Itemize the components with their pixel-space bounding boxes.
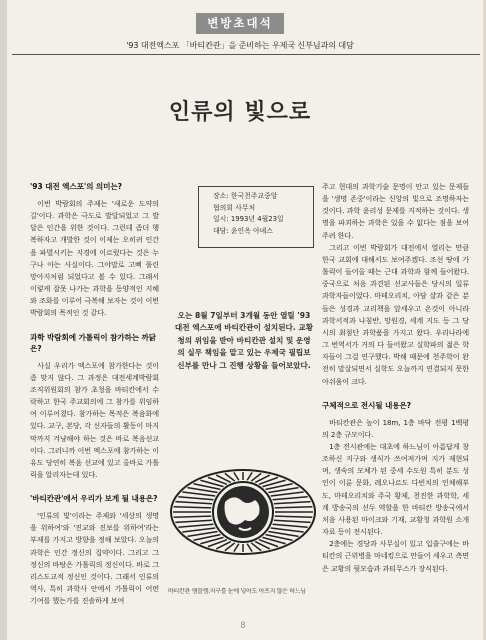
- emblem-ray: [273, 524, 308, 527]
- emblem-ray: [271, 528, 304, 532]
- question-heading: 구체적으로 전시될 내용은?: [322, 400, 411, 410]
- info-interviewer: 대담: 윤인옥 아녜스: [213, 226, 273, 235]
- answer-paragraph: 주고 현대의 과학기술 문명이 안고 있는 문제들을 '생명 존중'이라는 신앙의 빛으로 조명하자는 것이다. 과학 윤리성 문제를 지적하는 것이다. 생명을 파괴하는 과학은 있을 수 없다는 점을 보여주려 한다.: [322, 182, 469, 240]
- emblem-ray: [275, 507, 313, 508]
- answer-paragraph: 바티칸관은 높이 18m, 1층 바닥 전평 1백평의 2층 규모이다.: [322, 417, 469, 439]
- emblem-ray: [182, 528, 215, 532]
- info-date: 일시: 1993년 4월23일: [213, 215, 284, 223]
- question-heading: '바티칸관'에서 우리가 보게 될 내용은?: [30, 494, 158, 504]
- pull-quote: 오는 8월 7일부터 3개월 동안 열릴 '93 대전 엑스포에 바티칸관이 설치된다. 교황청의 위임을 받아 바티칸관 설치 및 운영의 실무 책임을 맡고 있는 우제국 필립보 신부를 만나 그 진행 상황을 들어보았다.: [174, 311, 314, 370]
- emblem-ray: [182, 492, 215, 496]
- emblem-ray: [273, 497, 308, 500]
- answer-paragraph: 이번 박람회의 주제는 '새로운 도약의 길'이다. 과학은 극도로 발달되었고 그 발달은 인간을 위한 것이다. 그런데 좀더 행복하자고 개발한 것이 이제는 오히려 인간을 파멸시키는 지경에 이르렀다는 것은 누구나 아는 사실이다. 그야말로 고삐 풀린 망아지처럼 되었다고 볼 수 있다. 그래서 이렇게 잘못 나가는 과학을 동양적인 지혜와 조화를 이루어 극복해 보자는 것이 이번 박람회의 목적인 것 같다.: [30, 199, 159, 318]
- emblem-ray: [274, 502, 311, 504]
- emblem-ray: [274, 520, 311, 522]
- vatican-pavilion-emblem: [167, 432, 320, 586]
- emblem-ray: [178, 497, 213, 500]
- emblem-ray: [174, 516, 212, 517]
- info-place-cont: 협의회 사무처: [213, 203, 256, 212]
- page-number: 8: [240, 620, 246, 630]
- article-subtitle: '93 대전엑스포 「바티칸관」을 준비하는 우제국 신부님과의 대담: [126, 40, 354, 50]
- answer-paragraph: 그리고 이번 박람회가 대전에서 열리는 만큼 한국 교회에 대해서도 보여주겠다. 조선 땅에 가톨릭이 들어올 때는 근대 과학과 함께 들어왔다. 중국으로 처음 과견된 선교사들은 당시의 일류 과학자들이었다. 마테오리치, 아담 샬과 같은 분들은 성경과 교리책을 앞세우고 온것이 아니라 과학서적과 나침반, 망원경, 세계 지도 등 그 당시의 최첨단 과학품을 가지고 왔다. 우리나라에 그 번역서가 거의 다 들어왔고 실학파의 젊은 학자들이 그걸 연구했다. 박해 때문에 천주학이 완전히 말살되면서 실학도 오늘까지 연결되지 못한 아쉬움이 크다.: [322, 242, 469, 386]
- left-column: [30, 181, 159, 607]
- emblem-eye-globe-icon: [167, 432, 320, 586]
- series-tag: 변방초대석: [196, 13, 284, 34]
- emblem-ray: [271, 492, 304, 496]
- emblem-ray: [174, 507, 212, 508]
- question-heading: 과학 박람회에 가톨릭이 참가하는 까닭은?: [30, 332, 156, 353]
- answer-paragraph: 2층에는 경당과 사무실이 있고 입출구에는 바티칸의 근위병을 마네킹으로 만들어 세우고 측면은 교황의 뒷모습과 과티무스가 장식된다.: [322, 539, 469, 573]
- emblem-ray: [234, 544, 239, 552]
- header-rule: [12, 54, 480, 55]
- emblem-ray: [178, 524, 213, 527]
- page-edge: [0, 0, 7, 640]
- answer-paragraph: 1층 전시관에는 대초에 하느님이 아름답게 창조하신 지구와 생식가 쓰여져가며 지가 재현되며, 생숙의 모체가 된 중세 수도원 특히 분도 성인이 이룬 문화, 레오나르도 다빈치의 인체해부도, 마테오리치와 주국 황제, 천진한 과학학, 세계 방송국의 선두 역할을 한 바티칸 방송국에서 처음 사용된 마이크와 기재, 교황청 과학원 소개 자료 등이 전시된다.: [322, 441, 469, 537]
- emblem-ray: [275, 516, 313, 517]
- answer-paragraph: '인류의 빛'이라는 주제와 '세상의 생명을 위하여'와 '진교와 진보를 위하여'라는 부제를 가지고 방향을 정해 보았다. 오늘의 과학은 인간 정신의 집약이다. 그리고 그 정신의 바탕은 가톨릭의 정신이다. 바로 그리스도교적 정신인 것이다. 그래서 인류의 역사, 특히 과학사 안에서 가톨릭이 어떤 기여를 했는가를 진솔하게 보여: [30, 511, 159, 606]
- emblem-caption: 바티칸관 앰블렘:지구를 눈에 넣어도 아프지 않은 하느님: [168, 588, 306, 595]
- question-heading: '93 대전 엑스포'의 의미는?: [30, 182, 122, 191]
- emblem-ray: [234, 472, 239, 480]
- emblem-ray: [247, 544, 252, 552]
- right-column: [322, 181, 469, 575]
- info-place: 장소: 한국천주교중앙: [213, 192, 278, 200]
- emblem-ray: [247, 472, 252, 480]
- article-title: 인류의 빛으로: [168, 99, 312, 125]
- emblem-ray: [175, 520, 212, 522]
- emblem-ray: [175, 502, 212, 504]
- interview-info-box: [198, 186, 314, 248]
- answer-paragraph: 사실 우리가 엑스포에 참가한다는 것이 좀 맞지 않다. 그 과정은 대전세계박람회 조직위원회의 참가 초청을 바티칸에서 수락하고 한국 주교회의에 그 참가를 위임하여 이루어졌다. 참가하는 목적은 복음화에 있다. 교구, 본당, 각 신자들의 활동이 마지막까지 겨냥해야 하는 것은 바로 복음선교이다. 그러니까 이번 엑스포에 참가하는 이유도 당연히 복음 선교에 있고 올바로 가톨릭을 알리자는데 있다.: [30, 360, 159, 479]
